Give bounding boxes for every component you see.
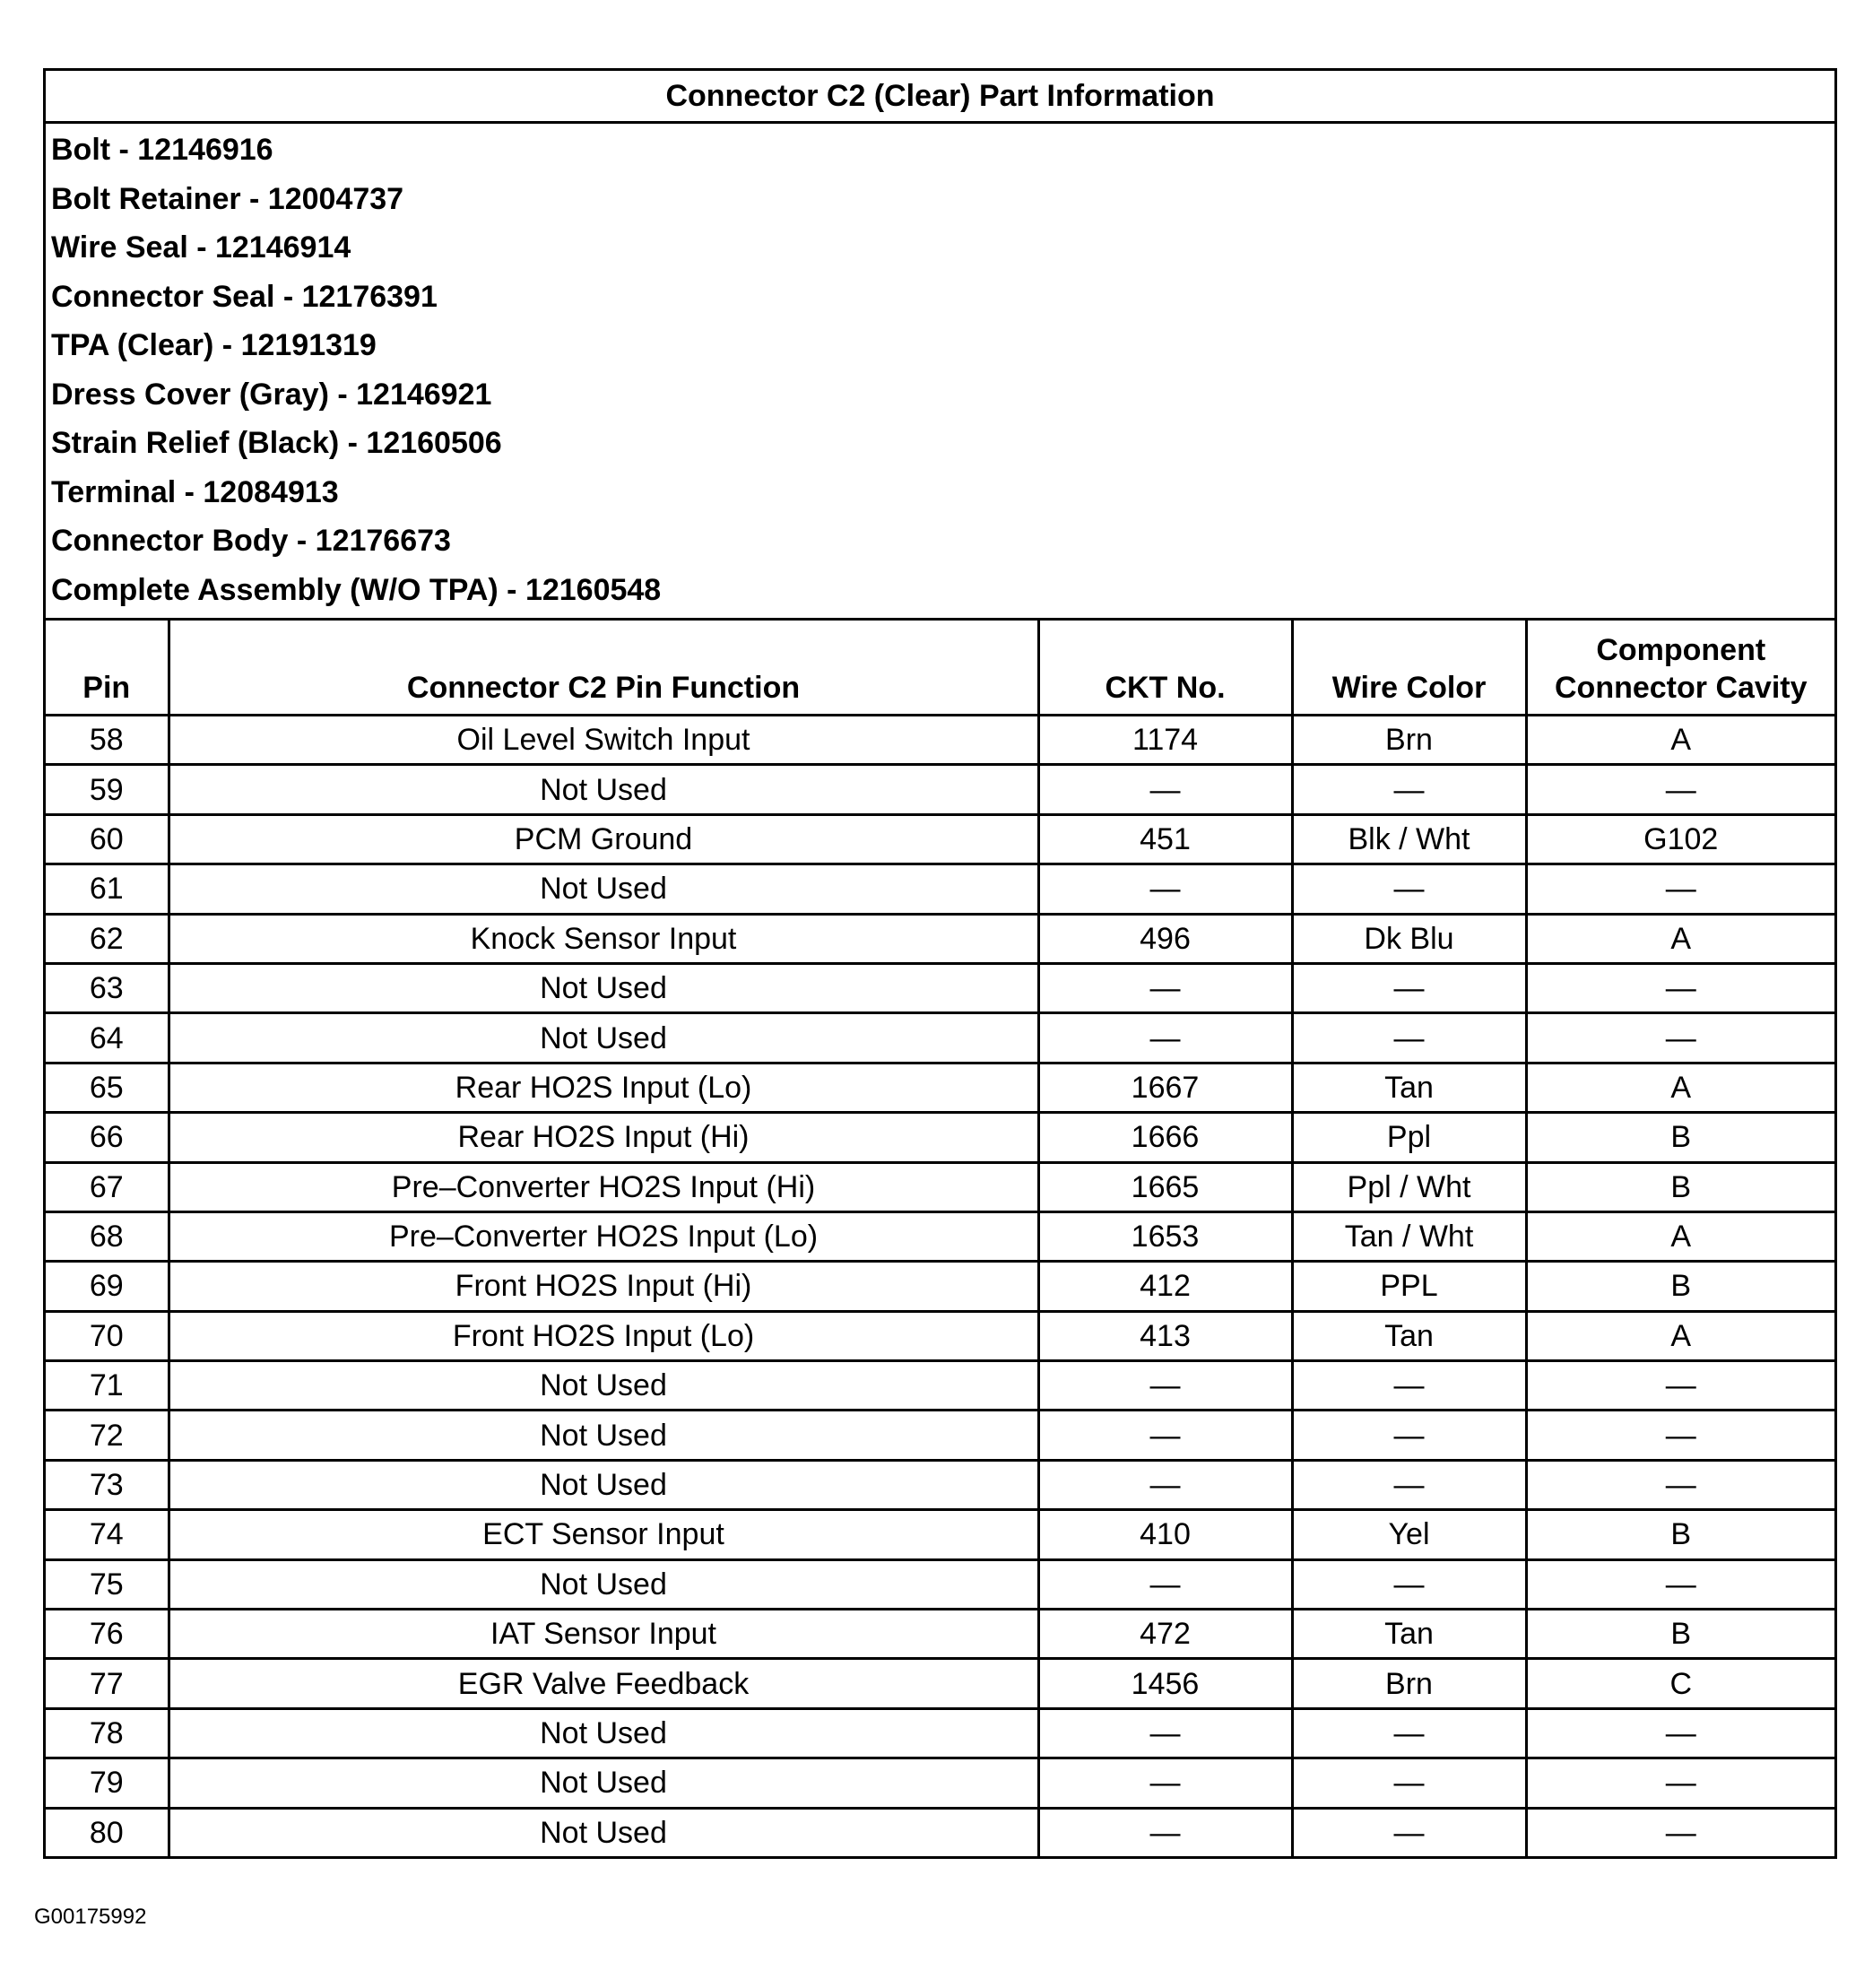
table-row (46, 1162, 1834, 1211)
table-row (46, 765, 1834, 814)
ckt-cell: 1174 (1038, 716, 1292, 765)
cavity-cell: G102 (1526, 814, 1834, 864)
wire-color-cell: Dk Blu (1292, 914, 1526, 963)
parts-list (46, 124, 1834, 621)
part-complete-assembly: Complete Assembly (W/O TPA) - 12160548 (51, 572, 662, 607)
ckt-cell: 1665 (1038, 1162, 1292, 1211)
wire-color-cell: — (1292, 963, 1526, 1012)
function-cell: Knock Sensor Input (169, 914, 1038, 963)
ckt-cell: 413 (1038, 1311, 1292, 1360)
function-cell: Rear HO2S Input (Hi) (169, 1113, 1038, 1162)
ckt-cell: — (1038, 963, 1292, 1012)
pin-cell: 70 (46, 1311, 169, 1360)
table-row (46, 1808, 1834, 1856)
wire-color-cell: Ppl / Wht (1292, 1162, 1526, 1211)
cavity-cell: C (1526, 1659, 1834, 1708)
ckt-cell: — (1038, 1758, 1292, 1808)
cavity-cell: A (1526, 1211, 1834, 1261)
table-row (46, 1113, 1834, 1162)
pin-cell: 64 (46, 1013, 169, 1063)
table-row (46, 814, 1834, 864)
pin-cell: 71 (46, 1361, 169, 1411)
cavity-cell: A (1526, 716, 1834, 765)
cavity-cell: — (1526, 1361, 1834, 1411)
ckt-cell: 472 (1038, 1610, 1292, 1659)
function-cell: Not Used (169, 1808, 1038, 1856)
wire-color-cell: — (1292, 1559, 1526, 1609)
part-strain-relief: Strain Relief (Black) - 12160506 (51, 426, 502, 460)
table-row (46, 1411, 1834, 1460)
part-info-title: Connector C2 (Clear) Part Information (46, 71, 1834, 124)
wire-color-cell: Yel (1292, 1510, 1526, 1559)
cavity-cell: — (1526, 1013, 1834, 1063)
cavity-cell: A (1526, 914, 1834, 963)
table-row (46, 1013, 1834, 1063)
cavity-cell: — (1526, 963, 1834, 1012)
wire-color-cell: — (1292, 1361, 1526, 1411)
function-cell: Not Used (169, 1460, 1038, 1509)
wire-color-cell: — (1292, 1708, 1526, 1758)
table-row (46, 1311, 1834, 1360)
pin-cell: 60 (46, 814, 169, 864)
function-cell: ECT Sensor Input (169, 1510, 1038, 1559)
wire-color-cell: Tan / Wht (1292, 1211, 1526, 1261)
pin-cell: 76 (46, 1610, 169, 1659)
table-row (46, 716, 1834, 765)
part-bolt-retainer: Bolt Retainer - 12004737 (51, 181, 404, 216)
cavity-cell: — (1526, 765, 1834, 814)
pin-cell: 73 (46, 1460, 169, 1509)
function-cell: Pre–Converter HO2S Input (Lo) (169, 1211, 1038, 1261)
ckt-cell: 451 (1038, 814, 1292, 864)
function-cell: EGR Valve Feedback (169, 1659, 1038, 1708)
cavity-cell: — (1526, 1411, 1834, 1460)
table-row (46, 914, 1834, 963)
table-row (46, 864, 1834, 914)
pin-cell: 72 (46, 1411, 169, 1460)
pin-cell: 69 (46, 1262, 169, 1311)
ckt-cell: — (1038, 1013, 1292, 1063)
table-row (46, 1510, 1834, 1559)
pin-cell: 68 (46, 1211, 169, 1261)
table-row (46, 1708, 1834, 1758)
ckt-cell: 1456 (1038, 1659, 1292, 1708)
pin-cell: 59 (46, 765, 169, 814)
cavity-cell: — (1526, 1460, 1834, 1509)
pin-cell: 79 (46, 1758, 169, 1808)
wire-color-cell: PPL (1292, 1262, 1526, 1311)
wire-color-cell: — (1292, 1808, 1526, 1856)
ckt-cell: — (1038, 1460, 1292, 1509)
function-cell: Not Used (169, 1758, 1038, 1808)
ckt-cell: 410 (1038, 1510, 1292, 1559)
ckt-cell: 1653 (1038, 1211, 1292, 1261)
cavity-cell: B (1526, 1162, 1834, 1211)
function-cell: Not Used (169, 1361, 1038, 1411)
wire-color-cell: — (1292, 1758, 1526, 1808)
function-cell: Not Used (169, 1013, 1038, 1063)
ckt-cell: 496 (1038, 914, 1292, 963)
wire-color-cell: — (1292, 1411, 1526, 1460)
function-cell: Front HO2S Input (Hi) (169, 1262, 1038, 1311)
wire-color-cell: — (1292, 765, 1526, 814)
wire-color-cell: — (1292, 1460, 1526, 1509)
col-header-cavity-line2: Connector Cavity (1555, 671, 1808, 705)
wire-color-cell: Brn (1292, 716, 1526, 765)
cavity-cell: B (1526, 1262, 1834, 1311)
pin-cell: 77 (46, 1659, 169, 1708)
table-row (46, 1211, 1834, 1261)
function-cell: IAT Sensor Input (169, 1610, 1038, 1659)
pin-cell: 75 (46, 1559, 169, 1609)
wire-color-cell: — (1292, 864, 1526, 914)
cavity-cell: — (1526, 1758, 1834, 1808)
col-header-ckt: CKT No. (1038, 621, 1292, 716)
ckt-cell: 1667 (1038, 1063, 1292, 1112)
cavity-cell: B (1526, 1610, 1834, 1659)
table-row (46, 1758, 1834, 1808)
col-header-wire-color: Wire Color (1292, 621, 1526, 716)
table-row (46, 1361, 1834, 1411)
wire-color-cell: Tan (1292, 1311, 1526, 1360)
function-cell: Rear HO2S Input (Lo) (169, 1063, 1038, 1112)
pin-cell: 61 (46, 864, 169, 914)
part-dress-cover: Dress Cover (Gray) - 12146921 (51, 377, 492, 412)
pin-cell: 74 (46, 1510, 169, 1559)
function-cell: Not Used (169, 1708, 1038, 1758)
table-row (46, 1262, 1834, 1311)
ckt-cell: 412 (1038, 1262, 1292, 1311)
pin-cell: 58 (46, 716, 169, 765)
part-wire-seal: Wire Seal - 12146914 (51, 230, 351, 265)
pin-cell: 62 (46, 914, 169, 963)
pin-table (46, 621, 1834, 1856)
part-tpa: TPA (Clear) - 12191319 (51, 328, 377, 362)
pin-cell: 66 (46, 1113, 169, 1162)
function-cell: Front HO2S Input (Lo) (169, 1311, 1038, 1360)
pin-cell: 78 (46, 1708, 169, 1758)
cavity-cell: — (1526, 1808, 1834, 1856)
col-header-cavity (1526, 621, 1834, 716)
part-bolt: Bolt - 12146916 (51, 133, 273, 167)
wire-color-cell: — (1292, 1013, 1526, 1063)
wire-color-cell: Ppl (1292, 1113, 1526, 1162)
wire-color-cell: Brn (1292, 1659, 1526, 1708)
col-header-cavity-line1: Component (1596, 633, 1766, 667)
cavity-cell: — (1526, 864, 1834, 914)
ckt-cell: — (1038, 1708, 1292, 1758)
col-header-pin: Pin (46, 621, 169, 716)
table-row (46, 963, 1834, 1012)
function-cell: Not Used (169, 864, 1038, 914)
cavity-cell: A (1526, 1063, 1834, 1112)
cavity-cell: — (1526, 1708, 1834, 1758)
part-connector-seal: Connector Seal - 12176391 (51, 279, 438, 314)
part-connector-body: Connector Body - 12176673 (51, 524, 451, 558)
function-cell: Not Used (169, 963, 1038, 1012)
pin-cell: 65 (46, 1063, 169, 1112)
ckt-cell: — (1038, 1361, 1292, 1411)
function-cell: Not Used (169, 1411, 1038, 1460)
pin-cell: 80 (46, 1808, 169, 1856)
figure-code: G00175992 (34, 1905, 147, 1929)
wire-color-cell: Tan (1292, 1610, 1526, 1659)
cavity-cell: B (1526, 1113, 1834, 1162)
function-cell: Pre–Converter HO2S Input (Hi) (169, 1162, 1038, 1211)
ckt-cell: 1666 (1038, 1113, 1292, 1162)
function-cell: PCM Ground (169, 814, 1038, 864)
pin-table-header (46, 621, 1834, 716)
function-cell: Oil Level Switch Input (169, 716, 1038, 765)
ckt-cell: — (1038, 1559, 1292, 1609)
table-row (46, 1659, 1834, 1708)
table-row (46, 1559, 1834, 1609)
table-row (46, 1460, 1834, 1509)
function-cell: Not Used (169, 765, 1038, 814)
table-row (46, 1610, 1834, 1659)
col-header-function: Connector C2 Pin Function (169, 621, 1038, 716)
cavity-cell: — (1526, 1559, 1834, 1609)
ckt-cell: — (1038, 864, 1292, 914)
part-terminal: Terminal - 12084913 (51, 474, 339, 509)
connector-info-sheet (43, 68, 1837, 1859)
ckt-cell: — (1038, 765, 1292, 814)
pin-cell: 63 (46, 963, 169, 1012)
cavity-cell: B (1526, 1510, 1834, 1559)
ckt-cell: — (1038, 1411, 1292, 1460)
function-cell: Not Used (169, 1559, 1038, 1609)
ckt-cell: — (1038, 1808, 1292, 1856)
wire-color-cell: Tan (1292, 1063, 1526, 1112)
pin-cell: 67 (46, 1162, 169, 1211)
cavity-cell: A (1526, 1311, 1834, 1360)
wire-color-cell: Blk / Wht (1292, 814, 1526, 864)
table-row (46, 1063, 1834, 1112)
